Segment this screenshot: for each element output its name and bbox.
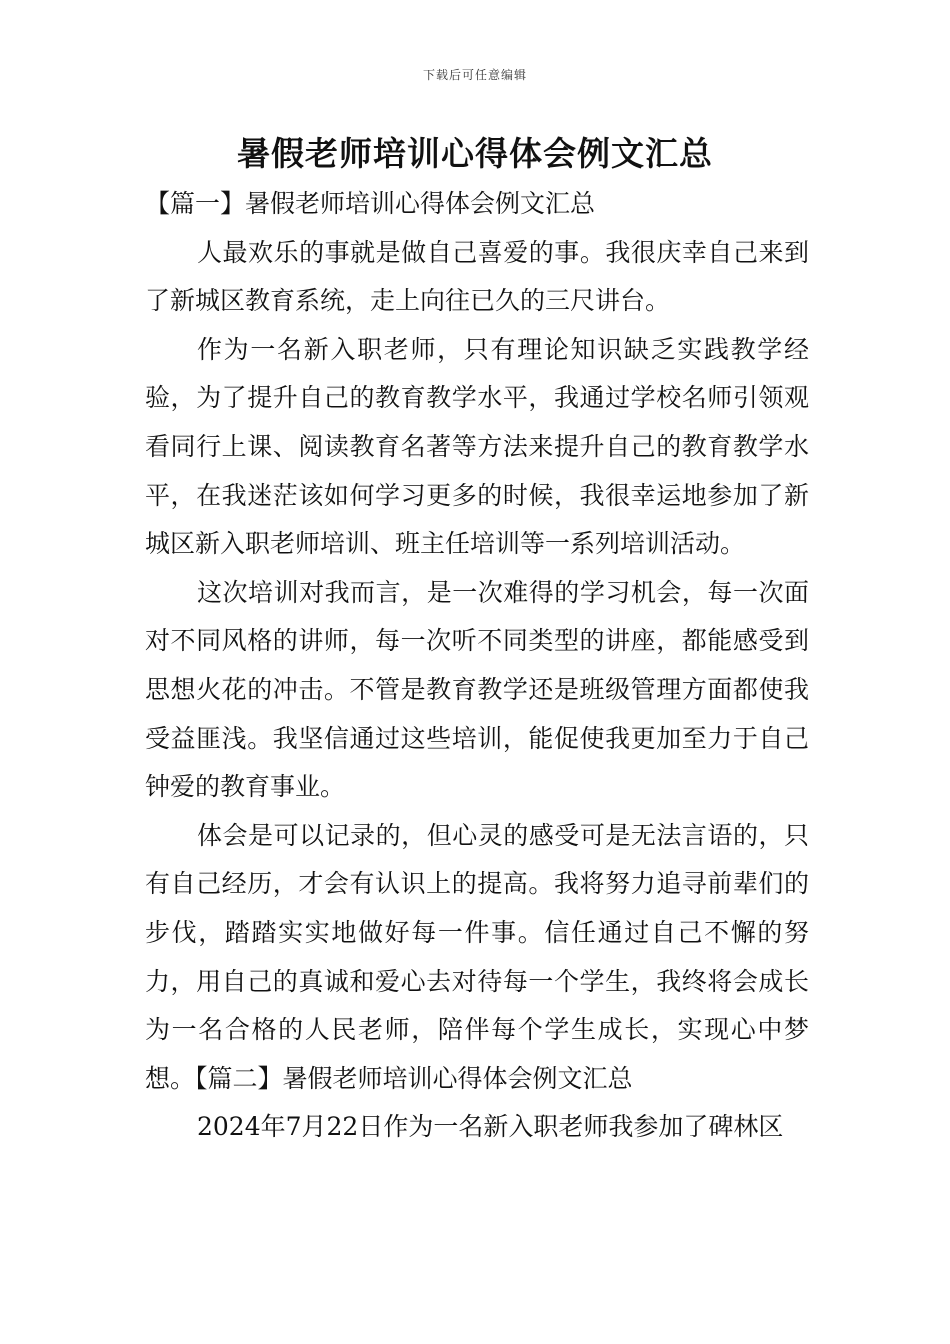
section-heading: 【篇一】暑假老师培训心得体会例文汇总 <box>145 189 596 218</box>
document-body <box>145 180 809 1152</box>
paragraph: 这次培训对我而言，是一次难得的学习机会，每一次面对不同风格的讲师，每一次听不同类型的讲座，都能感受到思想火花的冲击。不管是教育教学还是班级管理方面都使我受益匪浅。我坚信通过这些培训，能促使我更加至力于自己钟爱的教育事业。 <box>145 577 809 802</box>
paragraph: 作为一名新入职老师，只有理论知识缺乏实践教学经验，为了提升自己的教育教学水平，我通过学校名师引领观看同行上课、阅读教育名著等方法来提升自己的教育教学水平，在我迷茫该如何学习更多的时候，我很幸运地参加了新城区新入职老师培训、班主任培训等一系列培训活动。 <box>145 334 809 559</box>
paragraph: 2024年7月22日作为一名新入职老师我参加了碑林区 <box>197 1112 784 1142</box>
header-note: 下载后可任意编辑 <box>422 68 527 82</box>
paragraph: 人最欢乐的事就是做自己喜爱的事。我很庆幸自己来到了新城区教育系统，走上向往已久的三尺讲台。 <box>145 237 809 316</box>
paragraph: 体会是可以记录的，但心灵的感受可是无法言语的，只有自己经历，才会有认识上的提高。我将努力追寻前辈们的步伐，踏踏实实地做好每一件事。信任通过自己不懈的努力，用自己的真诚和爱心去对待每一个学生，我终将会成长为一名合格的人民老师，陪伴每个学生成长，实现心中梦想。【篇二】暑假老师培训心得体会例文汇总 <box>145 820 809 1093</box>
document-title: 暑假老师培训心得体会例文汇总 <box>237 134 713 173</box>
